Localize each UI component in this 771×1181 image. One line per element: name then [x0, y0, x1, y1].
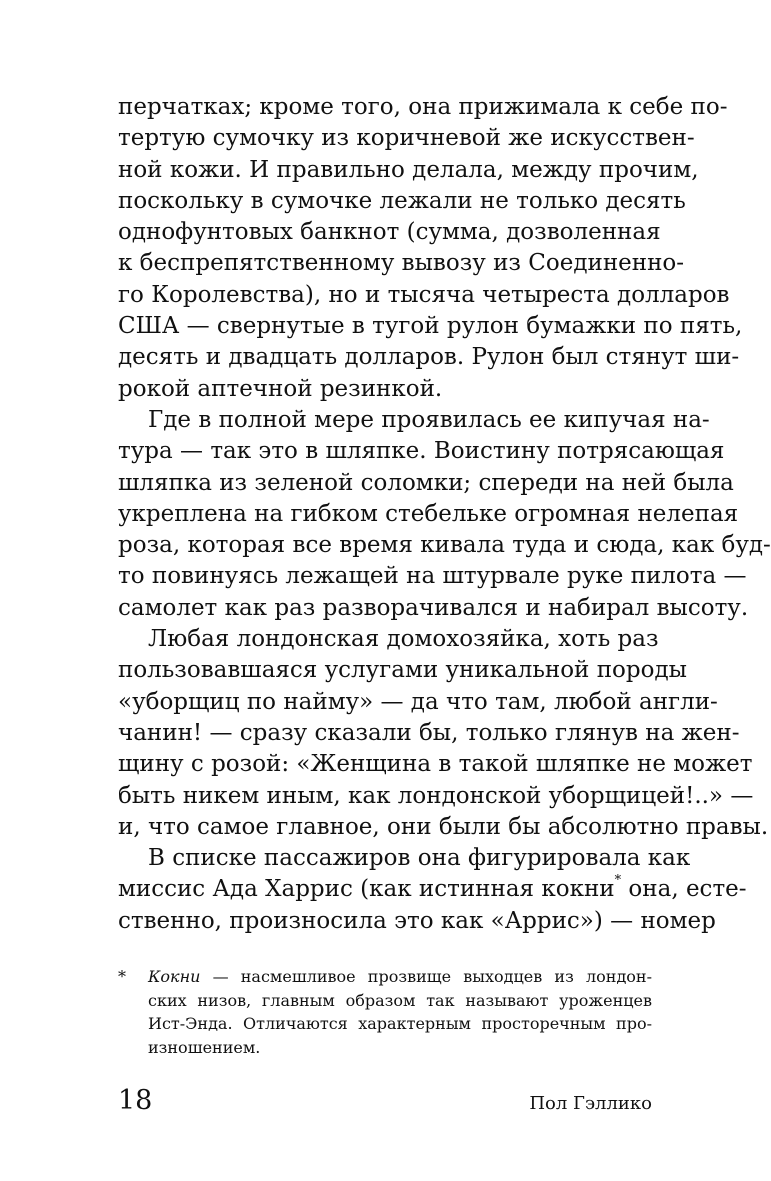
- text-line: укреплена на гибком стебельке огромная нелепая: [118, 500, 739, 527]
- footnote-term: Кокни: [148, 967, 201, 986]
- text-line: к беспрепятственному вывозу из Соединенно-: [118, 250, 685, 277]
- text-line: [118, 873, 747, 905]
- text-line: поскольку в сумочке лежали не только десять: [118, 187, 686, 214]
- text-line: рокой аптечной резинкой.: [118, 375, 443, 402]
- footnote: [118, 965, 652, 1060]
- text-line: десять и двадцать долларов. Рулон был стянут ши-: [118, 344, 740, 371]
- text-line: ственно, произносила это как «Аррис») — номер: [118, 907, 716, 934]
- footnote-reference: *: [614, 873, 622, 889]
- text-fragment: она, есте-: [621, 876, 747, 903]
- footnote-line: изношением.: [148, 1038, 261, 1058]
- text-line: самолет как раз разворачивался и набирал высоту.: [118, 594, 749, 621]
- text-line: перчатках; кроме того, она прижимала к себе по-: [118, 94, 728, 120]
- text-line: «уборщиц по найму» — да что там, любой англи-: [118, 688, 718, 715]
- text-line: ной кожи. И правильно делала, между прочим,: [118, 156, 699, 183]
- text-line: пользовавшаяся услугами уникальной породы: [118, 657, 687, 684]
- text-line: однофунтовых банкнот (сумма, дозволенная: [118, 219, 661, 246]
- footnote-text: — насмешливое прозвище выходцев из лондон-: [200, 967, 652, 986]
- footnote-line: ских низов, главным образом так называют уроженцев: [148, 990, 652, 1010]
- text-line: быть никем иным, как лондонской уборщицей!..» —: [118, 782, 754, 809]
- text-line: США — свернутые в тугой рулон бумажки по пять,: [118, 313, 743, 340]
- text-line: щину с розой: «Женщина в такой шляпке не может: [118, 751, 753, 778]
- footnote-marker: *: [118, 967, 126, 986]
- page-number: 18: [118, 1085, 153, 1116]
- footnote-line: Ист-Энда. Отличаются характерным просторечным про-: [148, 1014, 652, 1034]
- text-line: шляпка из зеленой соломки; спереди на ней была: [118, 469, 734, 496]
- text-line: чанин! — сразу сказали бы, только глянув на жен-: [118, 719, 740, 746]
- running-footer-author: Пол Гэллико: [529, 1093, 652, 1114]
- text-line: то повинуясь лежащей на штурвале руке пилота —: [118, 563, 747, 590]
- text-line: тертую сумочку из коричневой же искусствен-: [118, 125, 695, 152]
- text-line: тура — так это в шляпке. Воистину потрясающая: [118, 438, 725, 465]
- text-line: го Королевства), но и тысяча четыреста долларов: [118, 281, 730, 308]
- text-line: В списке пассажиров она фигурировала как: [148, 845, 691, 872]
- text-line: Любая лондонская домохозяйка, хоть раз: [148, 626, 659, 653]
- text-fragment: миссис Ада Харрис (как истинная кокни: [118, 876, 615, 903]
- text-line: и, что самое главное, они были бы абсолютно правы.: [118, 813, 769, 840]
- body-text: [118, 92, 771, 937]
- text-line: Где в полной мере проявилась ее кипучая на-: [148, 406, 710, 433]
- footnote-line: [118, 965, 652, 989]
- text-line: роза, которая все время кивала туда и сюда, как буд-: [118, 532, 771, 559]
